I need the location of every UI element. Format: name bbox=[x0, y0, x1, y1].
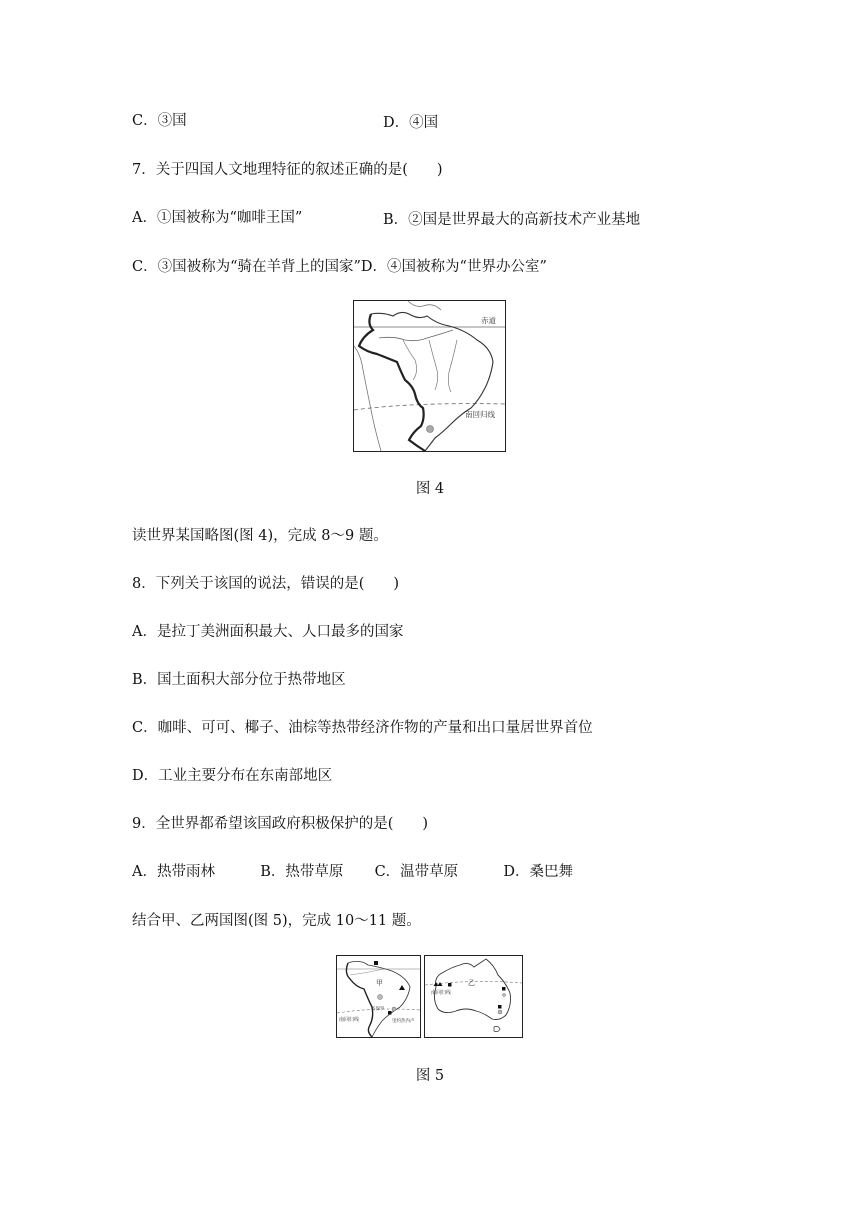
figure-4-svg bbox=[353, 300, 506, 452]
q9-options-row bbox=[132, 862, 573, 882]
q8-option-a: A．是拉丁美洲面积最大、人口最多的国家 bbox=[132, 624, 404, 640]
q7-option-d: D．④国被称为“世界办公室” bbox=[360, 259, 547, 275]
left-map-tropic-label: 南回归线 bbox=[339, 1017, 360, 1023]
tropic-label: 南回归线 bbox=[465, 410, 495, 419]
q9-stem: 9．全世界都希望该国政府积极保护的是( ) bbox=[132, 816, 429, 832]
figure-4-map bbox=[353, 300, 506, 452]
figure-5-caption: 图 5 bbox=[415, 1068, 445, 1084]
q8-option-c: C．咖啡、可可、椰子、油棕等热带经济作物的产量和出口量居世界首位 bbox=[132, 720, 593, 736]
q8-option-d: D．工业主要分布在东南部地区 bbox=[132, 768, 333, 784]
q7-option-a: A．①国被称为“咖啡王国” bbox=[132, 210, 303, 226]
intro-10-11: 结合甲、乙两国图(图 5)，完成 10～11 题。 bbox=[132, 913, 421, 929]
q8-stem: 8．下列关于该国的说法，错误的是( ) bbox=[132, 576, 400, 592]
right-map-country-label: 乙 bbox=[468, 979, 475, 987]
city-dot bbox=[427, 426, 434, 433]
q9-option-a: A．热带雨林 bbox=[132, 864, 215, 880]
q9-option-d: D．桑巴舞 bbox=[503, 864, 574, 880]
intro-8-9: 读世界某国略图(图 4)，完成 8～9 题。 bbox=[132, 528, 388, 544]
q6-option-c: C．③国 bbox=[132, 113, 187, 129]
q7-option-b: B．②国是世界最大的高新技术产业基地 bbox=[383, 212, 641, 228]
figure-5-right-map bbox=[424, 955, 523, 1038]
q7-option-c: C．③国被称为“骑在羊背上的国家” bbox=[132, 259, 361, 275]
q6-option-d: D．④国 bbox=[383, 115, 439, 131]
q9-option-c: C．温带草原 bbox=[374, 864, 459, 880]
q7-stem: 7．关于四国人文地理特征的叙述正确的是( ) bbox=[132, 162, 443, 178]
q6-options-row bbox=[132, 111, 187, 131]
right-map-tropic-label: 南回归线 bbox=[431, 990, 452, 996]
equator-label: 赤道 bbox=[481, 316, 496, 325]
left-map-city-2: 里约热内卢 bbox=[392, 1019, 415, 1024]
figure-5-left-map bbox=[336, 955, 421, 1038]
left-map-city-1: 圣保罗 bbox=[371, 1007, 385, 1012]
q7-options-cd bbox=[132, 257, 547, 277]
q8-option-b: B．国土面积大部分位于热带地区 bbox=[132, 672, 346, 688]
figure-4-caption: 图 4 bbox=[415, 481, 445, 497]
q9-option-b: B．热带草原 bbox=[260, 864, 344, 880]
left-map-country-label: 甲 bbox=[376, 979, 383, 987]
